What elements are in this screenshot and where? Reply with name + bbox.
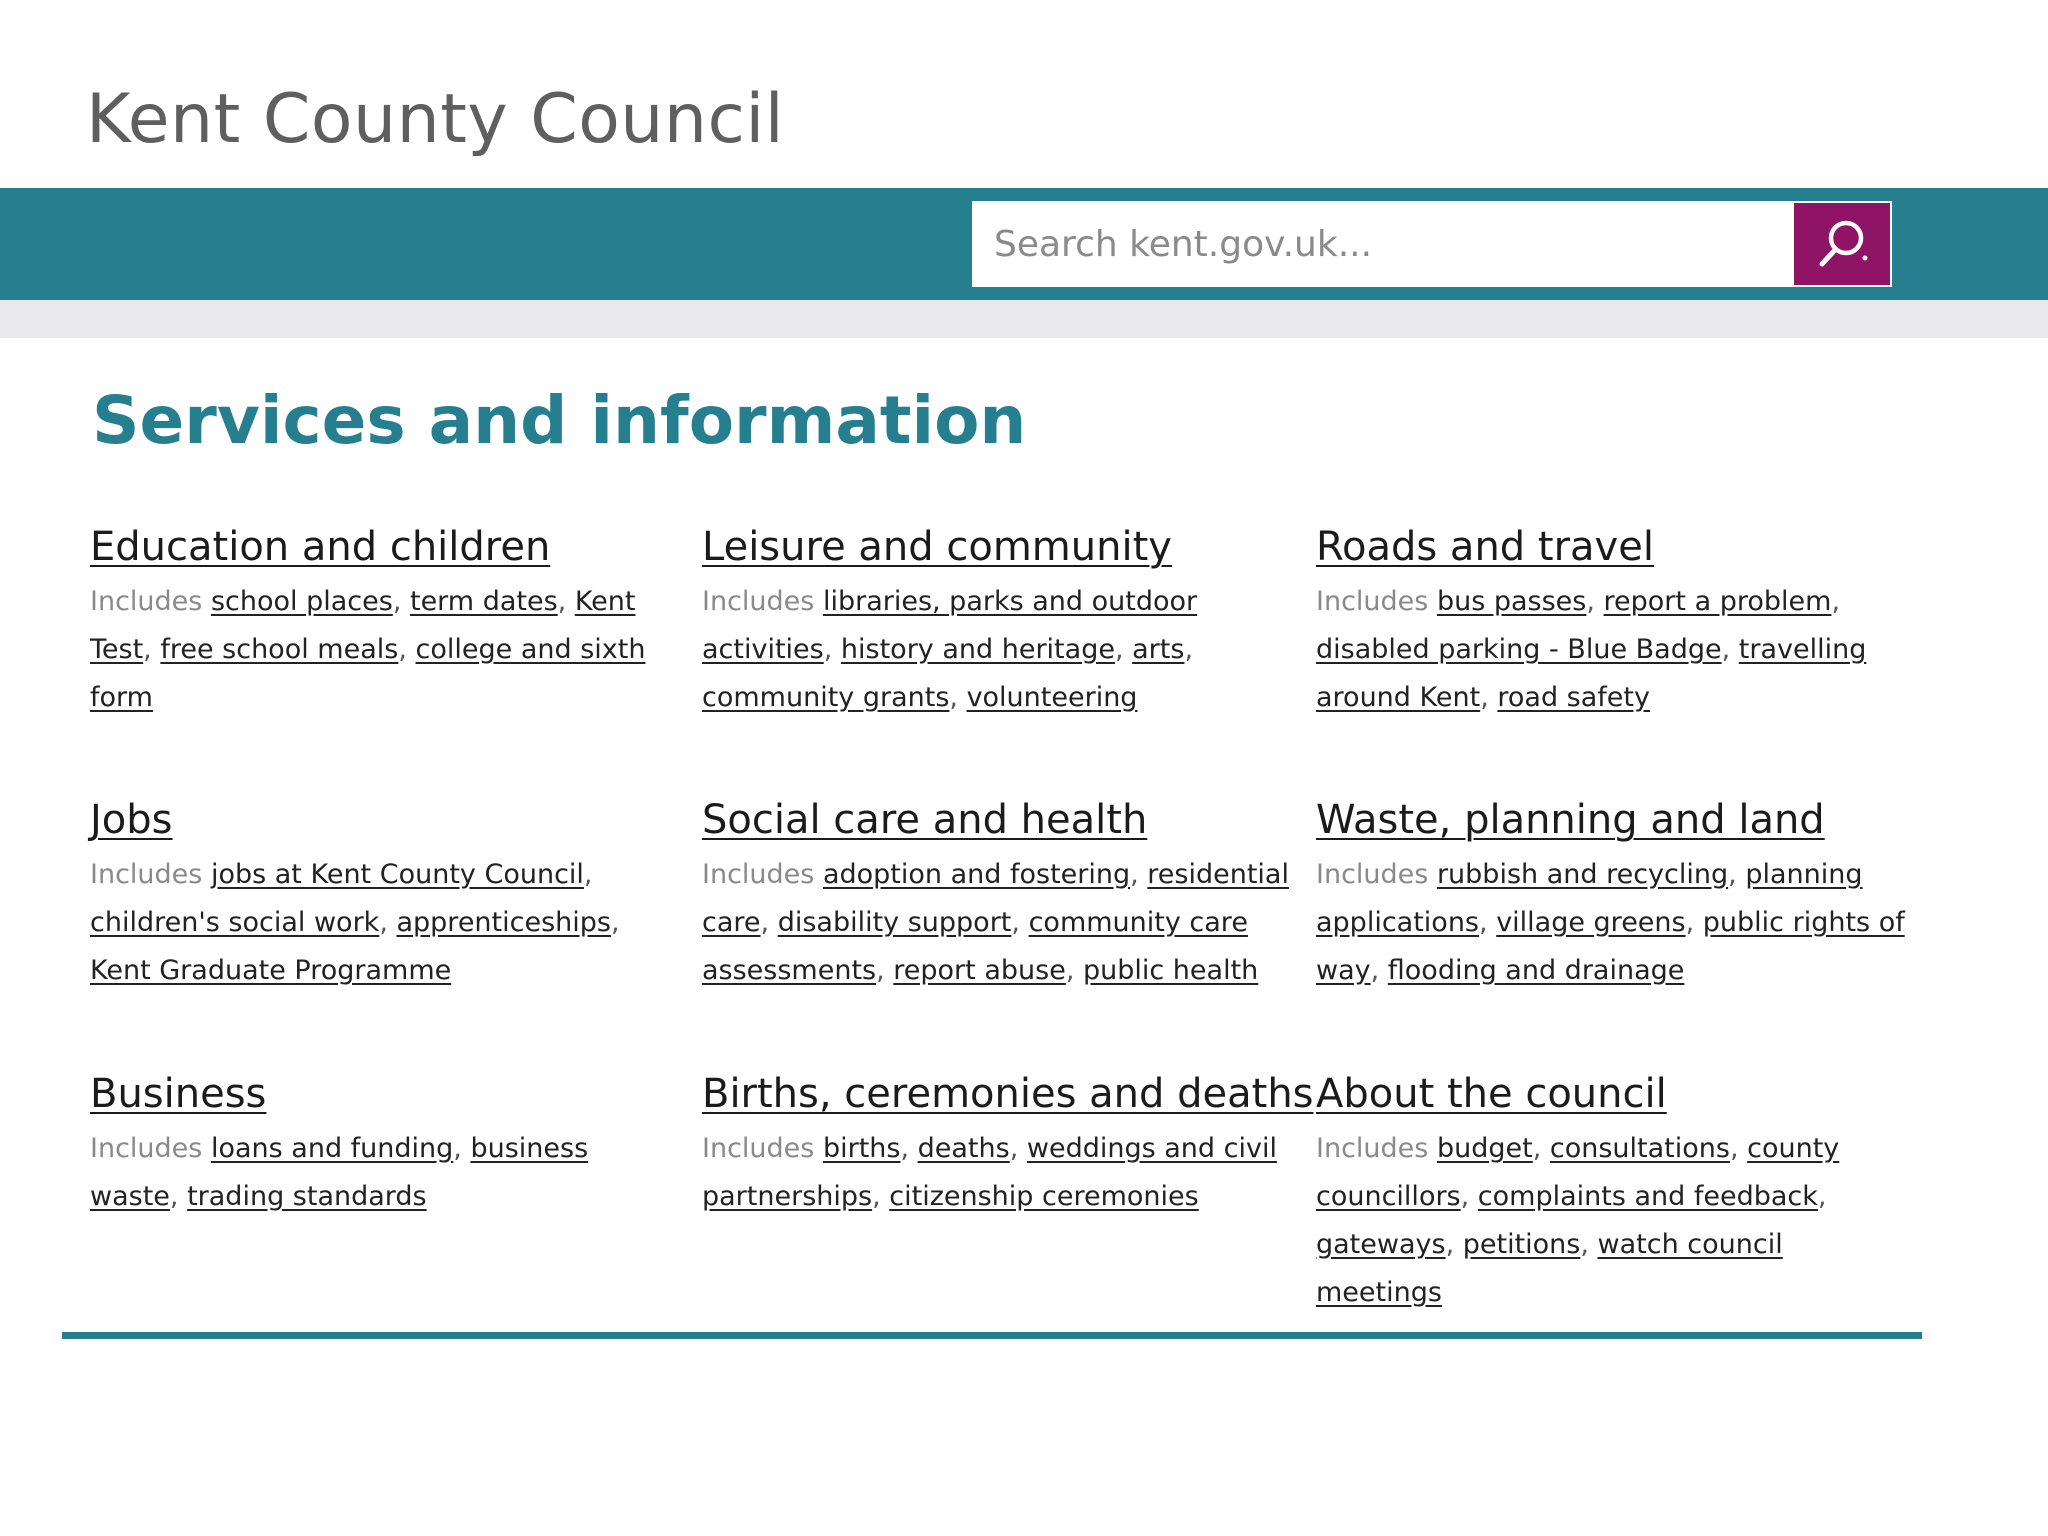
link-separator: , <box>1460 1181 1478 1212</box>
category-title-link[interactable]: Education and children <box>90 524 551 570</box>
category-card <box>702 1071 1314 1221</box>
includes-label: Includes <box>1316 1133 1429 1164</box>
includes-label: Includes <box>90 859 203 890</box>
link-separator: , <box>1065 955 1083 986</box>
category-sublink[interactable]: planning applications <box>1316 859 1863 938</box>
includes-label: Includes <box>90 1133 203 1164</box>
category-sublink[interactable]: complaints and feedback <box>1477 1181 1818 1212</box>
category-sublink[interactable]: school places <box>210 586 393 617</box>
category-sublink[interactable]: children's social work <box>90 907 380 938</box>
category-sublink[interactable]: flooding and drainage <box>1387 955 1685 986</box>
category-sublink[interactable]: road safety <box>1497 682 1650 713</box>
category-card <box>90 524 680 722</box>
category-description <box>90 851 680 995</box>
category-description <box>90 1125 680 1221</box>
link-separator: , <box>1480 682 1498 713</box>
includes-label: Includes <box>702 859 815 890</box>
category-card <box>90 797 680 995</box>
category-description <box>702 578 1292 722</box>
category-sublink[interactable]: college and sixth form <box>90 634 646 713</box>
link-separator: , <box>760 907 778 938</box>
category-title-link[interactable]: Roads and travel <box>1316 524 1654 570</box>
link-separator: , <box>1721 634 1739 665</box>
link-separator: , <box>1532 1133 1550 1164</box>
search-input[interactable] <box>972 201 1792 287</box>
category-sublink[interactable]: business waste <box>90 1133 589 1212</box>
category-sublink[interactable]: travelling around Kent <box>1316 634 1867 713</box>
link-separator: , <box>1729 1133 1748 1164</box>
category-sublink[interactable]: free school meals <box>160 634 399 665</box>
category-description <box>1316 851 1906 995</box>
category-title-link[interactable]: Births, ceremonies and deaths <box>702 1071 1314 1117</box>
category-sublink[interactable]: community grants <box>702 682 950 713</box>
link-separator: , <box>872 1181 890 1212</box>
link-separator: , <box>169 1181 188 1212</box>
category-sublink[interactable]: jobs at Kent County Council <box>210 859 584 890</box>
category-sublink[interactable]: citizenship ceremonies <box>889 1181 1199 1212</box>
category-card <box>1316 1071 1906 1317</box>
link-separator: , <box>557 586 575 617</box>
link-separator: , <box>823 634 841 665</box>
category-sublink[interactable]: rubbish and recycling <box>1436 859 1729 890</box>
category-card <box>702 797 1292 995</box>
link-separator: , <box>949 682 967 713</box>
category-sublink[interactable]: arts <box>1132 634 1185 665</box>
category-title-link[interactable]: Jobs <box>90 797 173 843</box>
link-separator: , <box>583 859 593 890</box>
link-separator: , <box>1580 1229 1598 1260</box>
category-description <box>702 851 1292 995</box>
category-sublink[interactable]: disabled parking - Blue Badge <box>1316 634 1722 665</box>
category-sublink[interactable]: bus passes <box>1436 586 1587 617</box>
category-sublink[interactable]: gateways <box>1316 1229 1446 1260</box>
category-card <box>1316 797 1906 995</box>
category-description <box>1316 1125 1906 1317</box>
category-description <box>702 1125 1292 1221</box>
category-title-link[interactable]: About the council <box>1316 1071 1667 1117</box>
category-sublink[interactable]: loans and funding <box>210 1133 454 1164</box>
category-sublink[interactable]: petitions <box>1462 1229 1581 1260</box>
category-sublink[interactable]: disability support <box>777 907 1012 938</box>
category-card <box>1316 524 1906 722</box>
footer-rule <box>62 1332 1922 1339</box>
category-sublink[interactable]: history and heritage <box>840 634 1115 665</box>
includes-label: Includes <box>90 586 203 617</box>
link-separator: , <box>1728 859 1746 890</box>
category-sublink[interactable]: Kent Test <box>90 586 636 665</box>
category-sublink[interactable]: births <box>822 1133 901 1164</box>
search-form <box>972 201 1892 287</box>
category-title-link[interactable]: Social care and health <box>702 797 1148 843</box>
category-sublink[interactable]: residential care <box>702 859 1289 938</box>
link-separator: , <box>1130 859 1148 890</box>
link-separator: , <box>453 1133 471 1164</box>
link-separator: , <box>1445 1229 1463 1260</box>
link-separator: , <box>900 1133 918 1164</box>
category-title-link[interactable]: Business <box>90 1071 267 1117</box>
link-separator: , <box>143 634 161 665</box>
link-separator: , <box>392 586 410 617</box>
site-header <box>0 0 2048 188</box>
category-sublink[interactable]: weddings and civil partnerships <box>702 1133 1277 1212</box>
page-title: Services and information <box>92 382 1027 459</box>
category-sublink[interactable]: public rights of way <box>1316 907 1905 986</box>
link-separator: , <box>398 634 416 665</box>
search-bar <box>0 188 2048 300</box>
link-separator: , <box>1011 907 1029 938</box>
category-sublink[interactable]: volunteering <box>966 682 1138 713</box>
header-divider <box>0 300 2048 338</box>
category-sublink[interactable]: report abuse <box>893 955 1066 986</box>
category-title-link[interactable]: Leisure and community <box>702 524 1172 570</box>
link-separator: , <box>1114 634 1133 665</box>
link-separator: , <box>1831 586 1841 617</box>
link-separator: , <box>876 955 894 986</box>
link-separator: , <box>1479 907 1497 938</box>
link-separator: , <box>1184 634 1194 665</box>
category-sublink[interactable]: budget <box>1436 1133 1533 1164</box>
includes-label: Includes <box>702 586 815 617</box>
category-sublink[interactable]: report a problem <box>1603 586 1832 617</box>
category-sublink[interactable]: community care assessments <box>702 907 1248 986</box>
link-separator: , <box>610 907 620 938</box>
category-card <box>90 1071 680 1221</box>
includes-label: Includes <box>1316 859 1429 890</box>
category-sublink[interactable]: public health <box>1082 955 1259 986</box>
category-description <box>90 578 680 722</box>
link-separator: , <box>1009 1133 1027 1164</box>
category-sublink[interactable]: libraries, parks and outdoor activities <box>702 586 1198 665</box>
includes-label: Includes <box>1316 586 1429 617</box>
category-sublink[interactable]: watch council meetings <box>1316 1229 1783 1308</box>
category-card <box>702 524 1292 722</box>
category-sublink[interactable]: apprenticeships <box>396 907 611 938</box>
category-description <box>1316 578 1906 722</box>
search-icon <box>1812 214 1872 274</box>
link-separator: , <box>1817 1181 1827 1212</box>
link-separator: , <box>1370 955 1388 986</box>
includes-label: Includes <box>702 1133 815 1164</box>
category-sublink[interactable]: term dates <box>409 586 558 617</box>
category-sublink[interactable]: consultations <box>1549 1133 1730 1164</box>
link-separator: , <box>1685 907 1703 938</box>
site-logo[interactable]: Kent County Council <box>86 80 785 159</box>
link-separator: , <box>1586 586 1604 617</box>
category-sublink[interactable]: Kent Graduate Programme <box>90 955 452 986</box>
search-button[interactable] <box>1792 201 1892 287</box>
category-sublink[interactable]: county councillors <box>1316 1133 1840 1212</box>
link-separator: , <box>379 907 397 938</box>
category-sublink[interactable]: trading standards <box>187 1181 427 1212</box>
category-title-link[interactable]: Waste, planning and land <box>1316 797 1825 843</box>
category-sublink[interactable]: adoption and fostering <box>822 859 1131 890</box>
category-sublink[interactable]: village greens <box>1496 907 1686 938</box>
category-sublink[interactable]: deaths <box>917 1133 1010 1164</box>
